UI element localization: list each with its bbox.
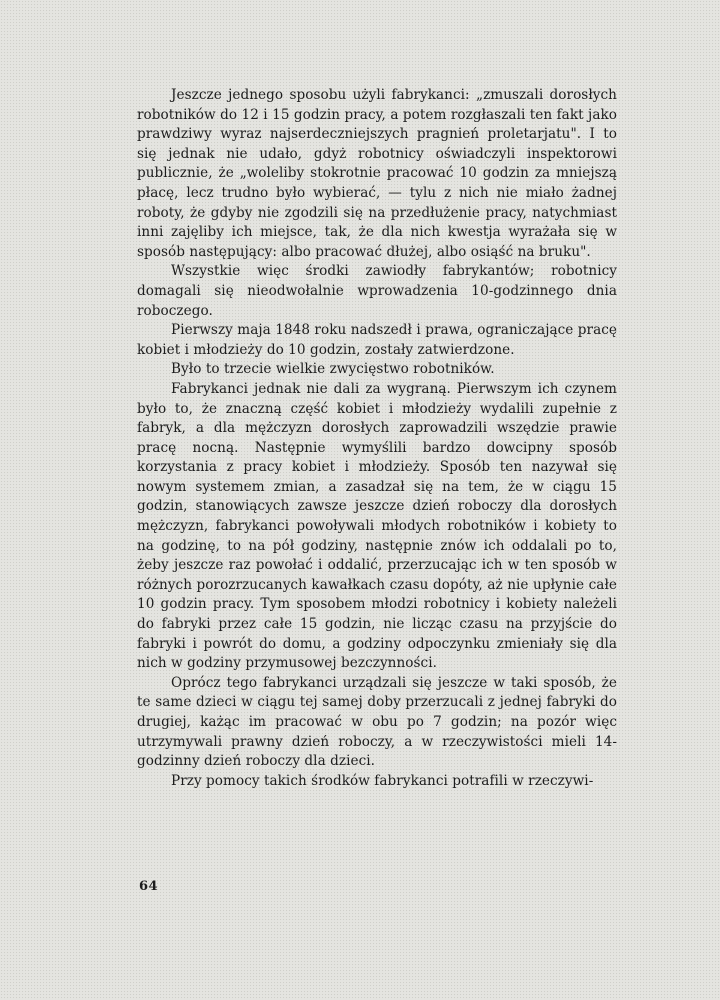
page-number: 64	[139, 879, 159, 894]
body-text	[137, 86, 617, 791]
paragraph-3: Pierwszy maja 1848 roku nadszedł i prawa, ograniczające pracę kobiet i młodzieży do 10 godzin, zostały zatwierdzone.	[137, 322, 617, 358]
paragraph-2: Wszystkie więc środki zawiodły fabrykantów; robotnicy domagali się nieodwołalnie wprowadzenia 10-godzinnego dnia roboczego.	[137, 263, 617, 319]
paragraph-7: Przy pomocy takich środków fabrykanci potrafili w rzeczywi-	[171, 772, 594, 789]
paragraph-1: Jeszcze jednego sposobu użyli fabrykanci: „zmuszali dorosłych robotników do 12 i 15 godzin pracy, a potem rozgłaszali ten fakt jako prawdziwy wyraz najserdeczniejszych pragnień proletarjatu". I to się jednak nie udało, gdyż robotnicy oświadczyli inspektorowi publicznie, że „woleliby stokrotnie pracować 10 godzin za mniejszą płacę, lecz trudno było wybierać, — tylu z nich nie miało żadnej roboty, że gdyby nie zgodzili się na przedłużenie pracy, natychmiast inni zajęliby ich miejsce, tak, że dla nich kwestja wyrażała się w sposób następujący: albo pracować dłużej, albo osiąść na bruku".	[137, 87, 617, 260]
paragraph-6: Oprócz tego fabrykanci urządzali się jeszcze w taki sposób, że te same dzieci w ciągu tej samej doby przerzucali z jednej fabryki do drugiej, każąc im pracować w obu po 7 godzin; na pozór więc utrzymywali prawny dzień roboczy, a w rzeczywistości mieli 14-godzinny dzień roboczy dla dzieci.	[137, 674, 617, 770]
paragraph-5: Fabrykanci jednak nie dali za wygraną. Pierwszym ich czynem było to, że znaczną część kobiet i młodzieży wydalili zupełnie z fabryk, a dla mężczyzn dorosłych zaprowadzili wszędzie prawie pracę nocną. Następnie wymyślili bardzo dowcipny sposób korzystania z pracy kobiet i młodzieży. Sposób ten nazywał się nowym systemem zmian, a zasadzał się na tem, że w ciągu 15 godzin, stanowiących zawsze jeszcze dzień roboczy dla dorosłych mężczyzn, fabrykanci powoływali młodych robotników i kobiety to na godzinę, to na pół godziny, następnie znów ich oddalali po to, żeby jeszcze raz powołać i oddalić, przerzucając ich w ten sposób w różnych porozrzucanych kawałkach czasu dopóty, aż nie upłynie całe 10 godzin pracy. Tym sposobem młodzi robotnicy i kobiety należeli do fabryki przez całe 15 godzin, nie licząc czasu na przyjście do fabryki i powrót do domu, a godziny odpoczynku zmieniały się dla nich w godziny przymusowej bezczynności.	[137, 380, 617, 672]
paragraph-4: Było to trzecie wielkie zwycięstwo robotników.	[171, 361, 495, 378]
